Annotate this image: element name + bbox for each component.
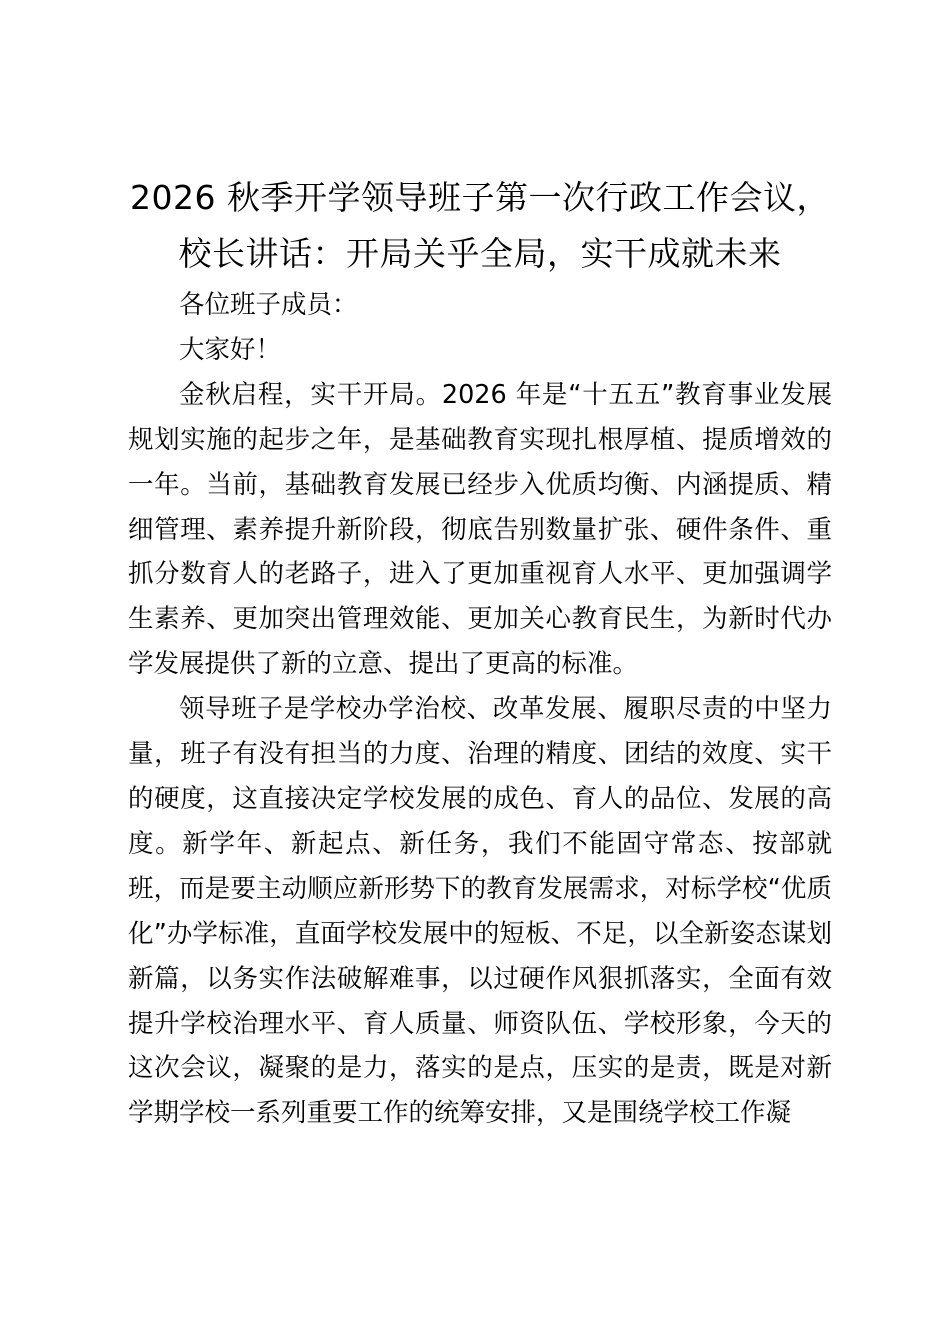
- greeting: 大家好！: [179, 334, 282, 365]
- title-line-1: 2026 秋季开学领导班子第一次行政工作会议，: [130, 178, 830, 217]
- document-title: [128, 170, 832, 282]
- body-paragraph-1: 金秋启程，实干开局。2026 年是“十五五”教育事业发展规划实施的起步之年，是基础教育实现扎根厚植、提质增效的一年。当前，基础教育发展已经步入优质均衡、内涵提质、精细管理、素养提升新阶段，彻底告别数量扩张、硬件条件、重抓分数育人的老路子，进入了更加重视育人水平、更加强调学生素养、更加突出管理效能、更加关心教育民生，为新时代办学发展提供了新的立意、提出了更高的标准。: [128, 379, 832, 680]
- title-line-2: 校长讲话：开局关乎全局，实干成就未来: [178, 234, 782, 273]
- body-paragraph-2: 领导班子是学校办学治校、改革发展、履职尽责的中坚力量，班子有没有担当的力度、治理的精度、团结的效度、实干的硬度，这直接决定学校发展的成色、育人的品位、发展的高度。新学年、新起点、新任务，我们不能固守常态、按部就班，而是要主动顺应新形势下的教育发展需求，对标学校“优质化”办学标准，直面学校发展中的短板、不足，以全新姿态谋划新篇，以务实作法破解难事，以过硬作风狠抓落实，全面有效提升学校治理水平、育人质量、师资队伍、学校形象，今天的这次会议，凝聚的是力，落实的是点，压实的是责，既是对新学期学校一系列重要工作的统筹安排，又是围绕学校工作凝: [128, 694, 832, 1129]
- salutation: 各位班子成员：: [179, 290, 358, 320]
- document-page: [128, 170, 832, 1136]
